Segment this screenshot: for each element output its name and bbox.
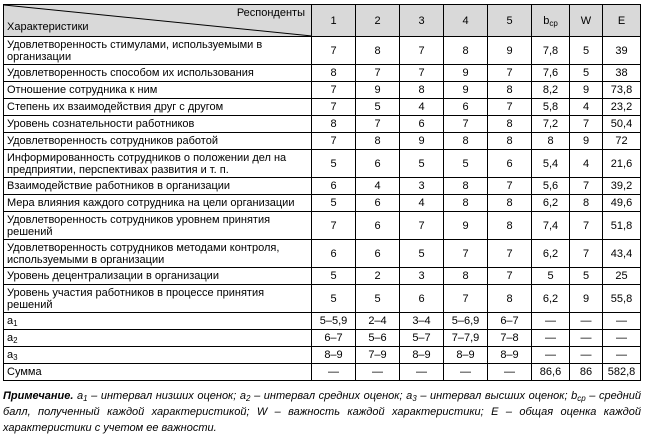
interval-symbol: a: [7, 349, 14, 361]
table-note: [3, 388, 641, 436]
average-score: 7,6: [532, 65, 570, 82]
respondent-score: 3: [400, 268, 444, 285]
importance-value: 5: [570, 37, 603, 65]
interval-range: 5–7: [400, 330, 444, 347]
interval-range: 5–5,9: [312, 313, 356, 330]
characteristics-label: Характеристики: [7, 21, 89, 33]
note-a3: a: [406, 390, 413, 402]
interval-average: —: [532, 347, 570, 364]
row-label: Удовлетворенность способом их использования: [4, 65, 312, 82]
total-score: 50,4: [603, 116, 641, 133]
respondent-score: 7: [444, 285, 488, 313]
sum-total: 582,8: [603, 364, 641, 381]
interval-total: —: [603, 347, 641, 364]
note-a1: a: [77, 390, 84, 402]
sum-respondent: —: [400, 364, 444, 381]
interval-range: 8–9: [312, 347, 356, 364]
respondent-score: 7: [312, 37, 356, 65]
average-score: 6,2: [532, 240, 570, 268]
interval-total: —: [603, 330, 641, 347]
respondent-score: 7: [400, 65, 444, 82]
respondent-score: 7: [444, 116, 488, 133]
average-score: 5,8: [532, 99, 570, 116]
importance-value: 4: [570, 99, 603, 116]
respondent-score: 7: [400, 212, 444, 240]
header-col-4: 4: [444, 5, 488, 37]
total-score: 51,8: [603, 212, 641, 240]
interval-index: 3: [13, 353, 18, 362]
respondent-score: 5: [400, 150, 444, 178]
average-score: 7,4: [532, 212, 570, 240]
table-row: [4, 240, 641, 268]
interval-symbol: a: [7, 332, 14, 344]
interval-average: —: [532, 330, 570, 347]
total-score: 43,4: [603, 240, 641, 268]
interval-importance: —: [570, 347, 603, 364]
interval-importance: —: [570, 313, 603, 330]
row-label: Удовлетворенность сотрудников уровнем принятия решений: [4, 212, 312, 240]
respondent-score: 8: [444, 195, 488, 212]
header-col-e: E: [603, 5, 641, 37]
table-row: [4, 116, 641, 133]
table-row: [4, 285, 641, 313]
note-b: b: [571, 390, 578, 402]
average-score: 6,2: [532, 285, 570, 313]
row-label: Удовлетворенность сотрудников работой: [4, 133, 312, 150]
row-label: Уровень сознательности работников: [4, 116, 312, 133]
respondent-score: 7: [312, 212, 356, 240]
header-col-3: 3: [400, 5, 444, 37]
importance-value: 4: [570, 150, 603, 178]
respondent-score: 7: [400, 37, 444, 65]
respondent-score: 8: [312, 65, 356, 82]
importance-value: 5: [570, 268, 603, 285]
total-score: 21,6: [603, 150, 641, 178]
table-row: [4, 99, 641, 116]
row-label: Отношение сотрудника к ним: [4, 82, 312, 99]
total-score: 23,2: [603, 99, 641, 116]
respondent-score: 9: [444, 212, 488, 240]
interval-row: [4, 347, 641, 364]
importance-value: 9: [570, 285, 603, 313]
interval-range: 6–7: [488, 313, 532, 330]
interval-range: 2–4: [356, 313, 400, 330]
average-score: 5: [532, 268, 570, 285]
respondent-score: 5: [444, 150, 488, 178]
sum-respondent: —: [444, 364, 488, 381]
interval-index: 2: [13, 336, 18, 345]
respondent-score: 8: [444, 133, 488, 150]
respondent-score: 6: [356, 240, 400, 268]
respondent-score: 8: [488, 285, 532, 313]
respondent-score: 5: [356, 99, 400, 116]
sum-label: Сумма: [4, 364, 312, 381]
total-score: 39: [603, 37, 641, 65]
respondent-score: 2: [356, 268, 400, 285]
interval-range: 3–4: [400, 313, 444, 330]
sum-average: 86,6: [532, 364, 570, 381]
note-a2: a: [239, 390, 247, 402]
interval-label: [4, 347, 312, 364]
respondent-score: 4: [400, 195, 444, 212]
respondent-score: 5: [312, 150, 356, 178]
respondent-score: 7: [488, 99, 532, 116]
header-row: [4, 5, 641, 37]
respondent-score: 9: [400, 133, 444, 150]
respondent-score: 8: [444, 37, 488, 65]
table-row: [4, 178, 641, 195]
importance-value: 7: [570, 178, 603, 195]
note-a3-sub: 3: [412, 394, 417, 403]
table-row: [4, 150, 641, 178]
header-col-w: W: [570, 5, 603, 37]
table-row: [4, 82, 641, 99]
average-score: 5,4: [532, 150, 570, 178]
respondent-score: 8: [488, 212, 532, 240]
interval-range: 7–8: [488, 330, 532, 347]
respondent-score: 6: [356, 195, 400, 212]
interval-label: [4, 313, 312, 330]
table-row: [4, 65, 641, 82]
respondent-score: 7: [312, 82, 356, 99]
respondent-score: 7: [312, 133, 356, 150]
sum-respondent: —: [356, 364, 400, 381]
interval-row: [4, 313, 641, 330]
interval-range: 6–7: [312, 330, 356, 347]
respondent-score: 8: [488, 116, 532, 133]
row-label: Мера влияния каждого сотрудника на цели организации: [4, 195, 312, 212]
header-corner-cell: [4, 5, 312, 37]
interval-range: 5–6: [356, 330, 400, 347]
importance-value: 9: [570, 133, 603, 150]
respondent-score: 6: [356, 150, 400, 178]
average-score: 7,8: [532, 37, 570, 65]
row-label: Информированность сотрудников о положении дел на предприятии, перспективах развития и т. п.: [4, 150, 312, 178]
note-a2-sub: 2: [246, 394, 251, 403]
bcp-sub: ср: [549, 18, 558, 28]
note-text-3: – интервал высших оценок;: [416, 390, 572, 402]
table-row: [4, 133, 641, 150]
interval-importance: —: [570, 330, 603, 347]
respondent-score: 5: [312, 195, 356, 212]
interval-range: 8–9: [488, 347, 532, 364]
importance-value: 7: [570, 116, 603, 133]
respondent-score: 9: [444, 82, 488, 99]
respondent-score: 7: [488, 240, 532, 268]
row-label: Уровень децентрализации в организации: [4, 268, 312, 285]
header-col-2: 2: [356, 5, 400, 37]
interval-range: 7–7,9: [444, 330, 488, 347]
interval-row: [4, 330, 641, 347]
interval-range: 8–9: [400, 347, 444, 364]
interval-label: [4, 330, 312, 347]
row-label: Удовлетворенность сотрудников методами контроля, используемыми в организации: [4, 240, 312, 268]
respondent-score: 8: [488, 82, 532, 99]
respondent-score: 4: [356, 178, 400, 195]
total-score: 39,2: [603, 178, 641, 195]
interval-range: 5–6,9: [444, 313, 488, 330]
respondent-score: 9: [356, 82, 400, 99]
respondent-score: 6: [400, 116, 444, 133]
importance-value: 7: [570, 212, 603, 240]
interval-range: 8–9: [444, 347, 488, 364]
importance-value: 5: [570, 65, 603, 82]
importance-value: 7: [570, 240, 603, 268]
respondents-table: [3, 4, 641, 381]
respondent-score: 9: [444, 65, 488, 82]
respondent-score: 8: [356, 37, 400, 65]
respondent-score: 4: [400, 99, 444, 116]
average-score: 8: [532, 133, 570, 150]
note-text-2: – интервал средних оценок;: [250, 390, 407, 402]
respondent-score: 5: [312, 268, 356, 285]
respondents-label: Респонденты: [236, 7, 305, 19]
respondent-score: 6: [488, 150, 532, 178]
row-label: Уровень участия работников в процессе принятия решений: [4, 285, 312, 313]
sum-importance: 86: [570, 364, 603, 381]
respondent-score: 8: [444, 178, 488, 195]
total-score: 55,8: [603, 285, 641, 313]
interval-total: —: [603, 313, 641, 330]
respondent-score: 6: [444, 99, 488, 116]
respondent-score: 6: [356, 212, 400, 240]
respondent-score: 5: [356, 285, 400, 313]
respondent-score: 7: [488, 268, 532, 285]
total-score: 38: [603, 65, 641, 82]
note-a1-sub: 1: [83, 394, 88, 403]
bcp-main: b: [543, 14, 550, 27]
importance-value: 9: [570, 82, 603, 99]
respondent-score: 3: [400, 178, 444, 195]
total-score: 25: [603, 268, 641, 285]
interval-range: 7–9: [356, 347, 400, 364]
respondent-score: 8: [488, 195, 532, 212]
respondent-score: 8: [444, 268, 488, 285]
total-score: 73,8: [603, 82, 641, 99]
respondent-score: 8: [312, 116, 356, 133]
table-body: [4, 5, 641, 381]
header-col-5: 5: [488, 5, 532, 37]
note-b-sub: ср: [577, 394, 586, 403]
respondent-score: 8: [488, 133, 532, 150]
respondent-score: 5: [400, 240, 444, 268]
respondent-score: 6: [400, 285, 444, 313]
average-score: 8,2: [532, 82, 570, 99]
respondent-score: 6: [312, 240, 356, 268]
note-text-1: – интервал низших оценок;: [87, 390, 240, 402]
total-score: 72: [603, 133, 641, 150]
importance-value: 8: [570, 195, 603, 212]
table-row: [4, 37, 641, 65]
row-label: Взаимодействие работников в организации: [4, 178, 312, 195]
respondent-score: 7: [488, 65, 532, 82]
average-score: 7,2: [532, 116, 570, 133]
respondent-score: 9: [488, 37, 532, 65]
total-score: 49,6: [603, 195, 641, 212]
header-col-1: 1: [312, 5, 356, 37]
respondent-score: 7: [356, 116, 400, 133]
interval-index: 1: [13, 319, 18, 328]
respondent-score: 7: [488, 178, 532, 195]
sum-respondent: —: [488, 364, 532, 381]
note-text-4: – средний балл, полученный каждой характеристикой; W – важность каждой характеристики; E – общая оценка каждой характеристики с учетом ее важности.: [3, 390, 641, 434]
interval-average: —: [532, 313, 570, 330]
respondent-score: 7: [312, 99, 356, 116]
average-score: 6,2: [532, 195, 570, 212]
average-score: 5,6: [532, 178, 570, 195]
sum-row: [4, 364, 641, 381]
note-lead: Примечание.: [3, 390, 74, 402]
row-label: Удовлетворенность стимулами, используемыми в организации: [4, 37, 312, 65]
sum-respondent: —: [312, 364, 356, 381]
respondent-score: 7: [444, 240, 488, 268]
row-label: Степень их взаимодействия друг с другом: [4, 99, 312, 116]
respondent-score: 7: [356, 65, 400, 82]
respondent-score: 5: [312, 285, 356, 313]
header-col-bcp: [532, 5, 570, 37]
interval-symbol: a: [7, 315, 14, 327]
respondent-score: 6: [312, 178, 356, 195]
table-row: [4, 195, 641, 212]
respondent-score: 8: [356, 133, 400, 150]
table-row: [4, 212, 641, 240]
table-row: [4, 268, 641, 285]
respondent-score: 8: [400, 82, 444, 99]
